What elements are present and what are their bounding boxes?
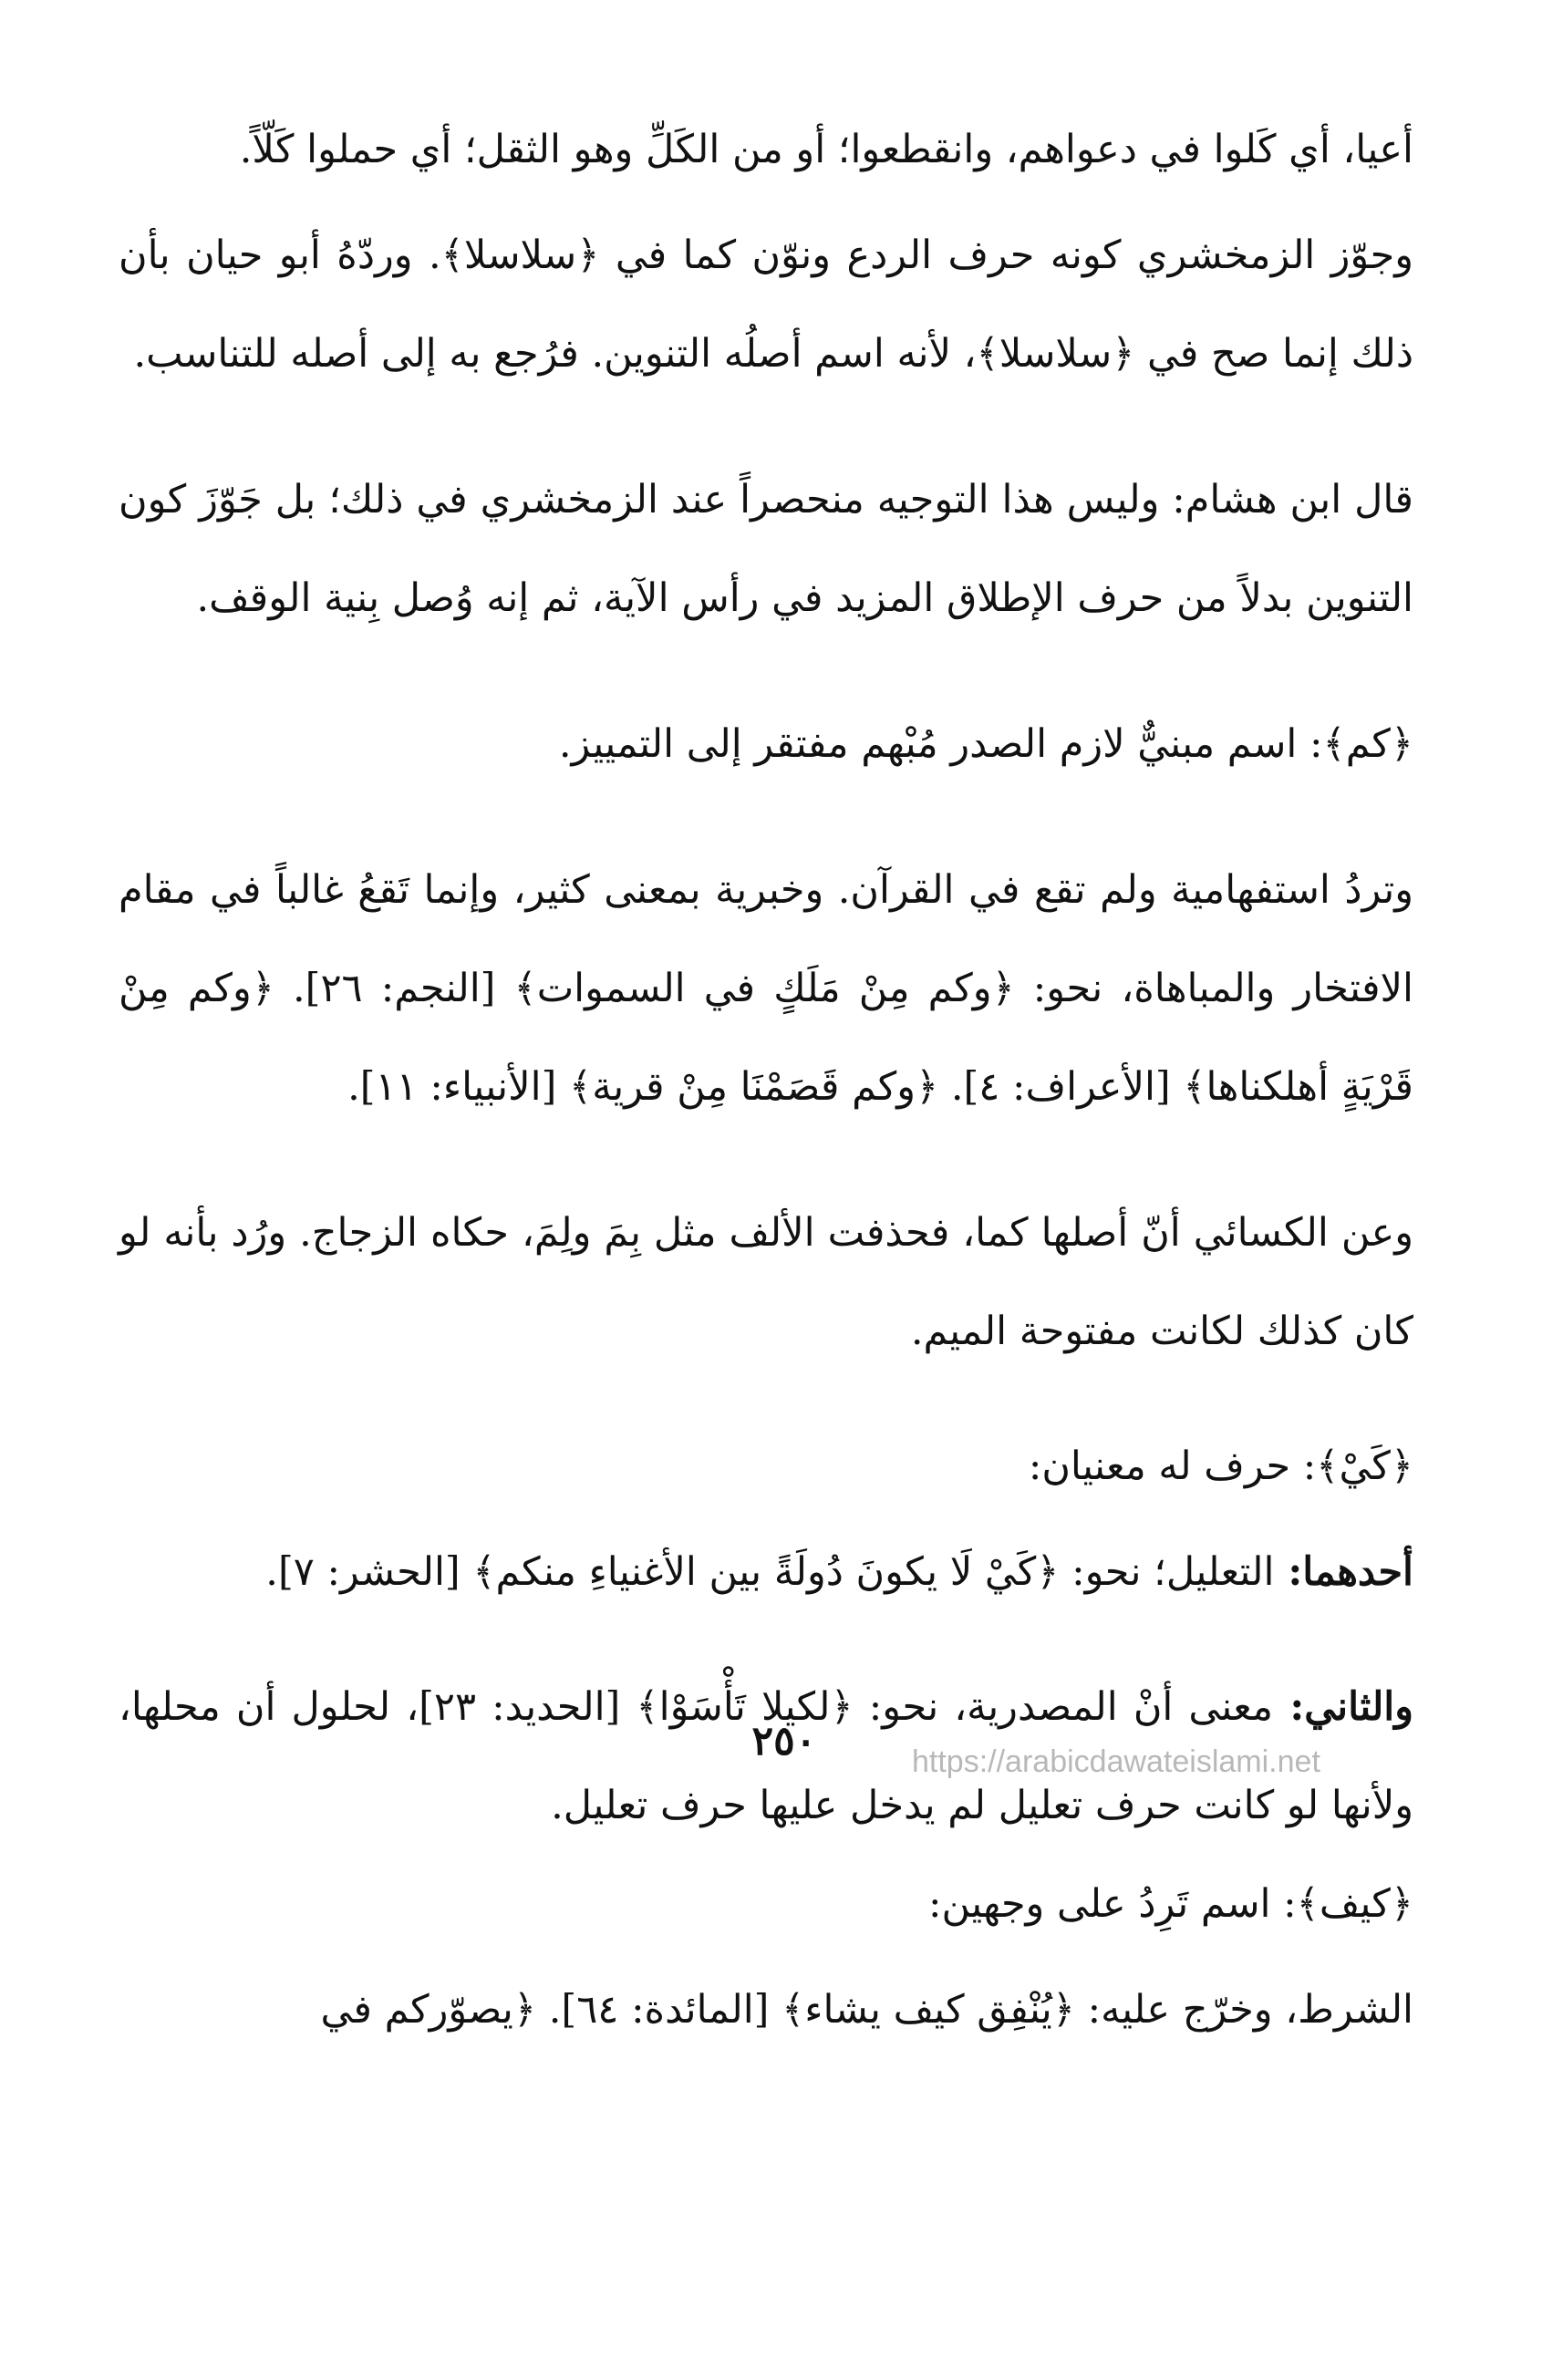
paragraph-2: وجوّز الزمخشري كونه حرف الردع ونوّن كما في ﴿سلاسلا﴾. وردّهُ أبو حيان بأن ذلك إنما صح في ﴿سلاسلا﴾، لأنه اسم أصلُه التنوين. فرُجع به إلى أصله للتناسب.: [119, 233, 1413, 377]
second-text: معنى أنْ المصدرية، نحو: ﴿لكيلا تَأْسَوْا﴾ [الحديد: ٢٣]، لحلول أن محلها، ولأنها لو كانت حرف تعليل لم يدخل عليها حرف تعليل.: [119, 1684, 1413, 1828]
paragraph-kam-heading: ﴿كم﴾: اسم مبنيٌّ لازم الصدر مُبْهم مفتقر إلى التمييز.: [558, 721, 1413, 767]
paragraph-kay-heading: ﴿كَيْ﴾: حرف له معنيان:: [1028, 1444, 1413, 1489]
watermark-url: https://arabicdawateislami.net: [912, 1744, 1320, 1779]
first-label: أحدهما:: [1274, 1549, 1413, 1595]
second-label: والثاني:: [1273, 1684, 1414, 1730]
paragraph-kam-usage: وتردُ استفهامية ولم تقع في القرآن. وخبرية بمعنى كثير، وإنما تَقعُ غالباً في مقام الافتخار والمباهاة، نحو: ﴿وكم مِنْ مَلَكٍ في السموات﴾ [النجم: ٢٦]. ﴿وكم مِنْ قَرْيَةٍ أهلكناها﴾ [الأعراف: ٤]. ﴿وكم قَصَمْنَا مِنْ قرية﴾ [الأنبياء: ١١].: [119, 867, 1413, 1110]
first-text: التعليل؛ نحو: ﴿كَيْ لَا يكونَ دُولَةً بين الأغنياءِ منكم﴾ [الحشر: ٧].: [265, 1549, 1275, 1595]
page-number: ٢٥٠: [751, 1718, 817, 1764]
paragraph-kisai: وعن الكسائي أنّ أصلها كما، فحذفت الألف مثل بِمَ ولِمَ، حكاه الزجاج. ورُد بأنه لو كان كذلك لكانت مفتوحة الميم.: [119, 1210, 1413, 1354]
paragraph-kayf-heading: ﴿كيف﴾: اسم تَرِدُ على وجهين:: [927, 1881, 1413, 1927]
paragraph-3: قال ابن هشام: وليس هذا التوجيه منحصراً عند الزمخشري في ذلك؛ بل جَوّزَ كون التنوين بدلاً من حرف الإطلاق المزيد في رأس الآية، ثم إنه وُصل بِنية الوقف.: [119, 477, 1413, 621]
paragraph-1: أعيا، أي كَلوا في دعواهم، وانقطعوا؛ أو من الكَلِّ وهو الثقل؛ أي حملوا كَلّاً.: [239, 127, 1413, 172]
paragraph-kayf-usage: الشرط، وخرّج عليه: ﴿يُنْفِق كيف يشاء﴾ [المائدة: ٦٤]. ﴿يصوّركم في: [320, 1987, 1413, 2033]
paragraph-kay-first: [119, 1523, 1413, 1621]
